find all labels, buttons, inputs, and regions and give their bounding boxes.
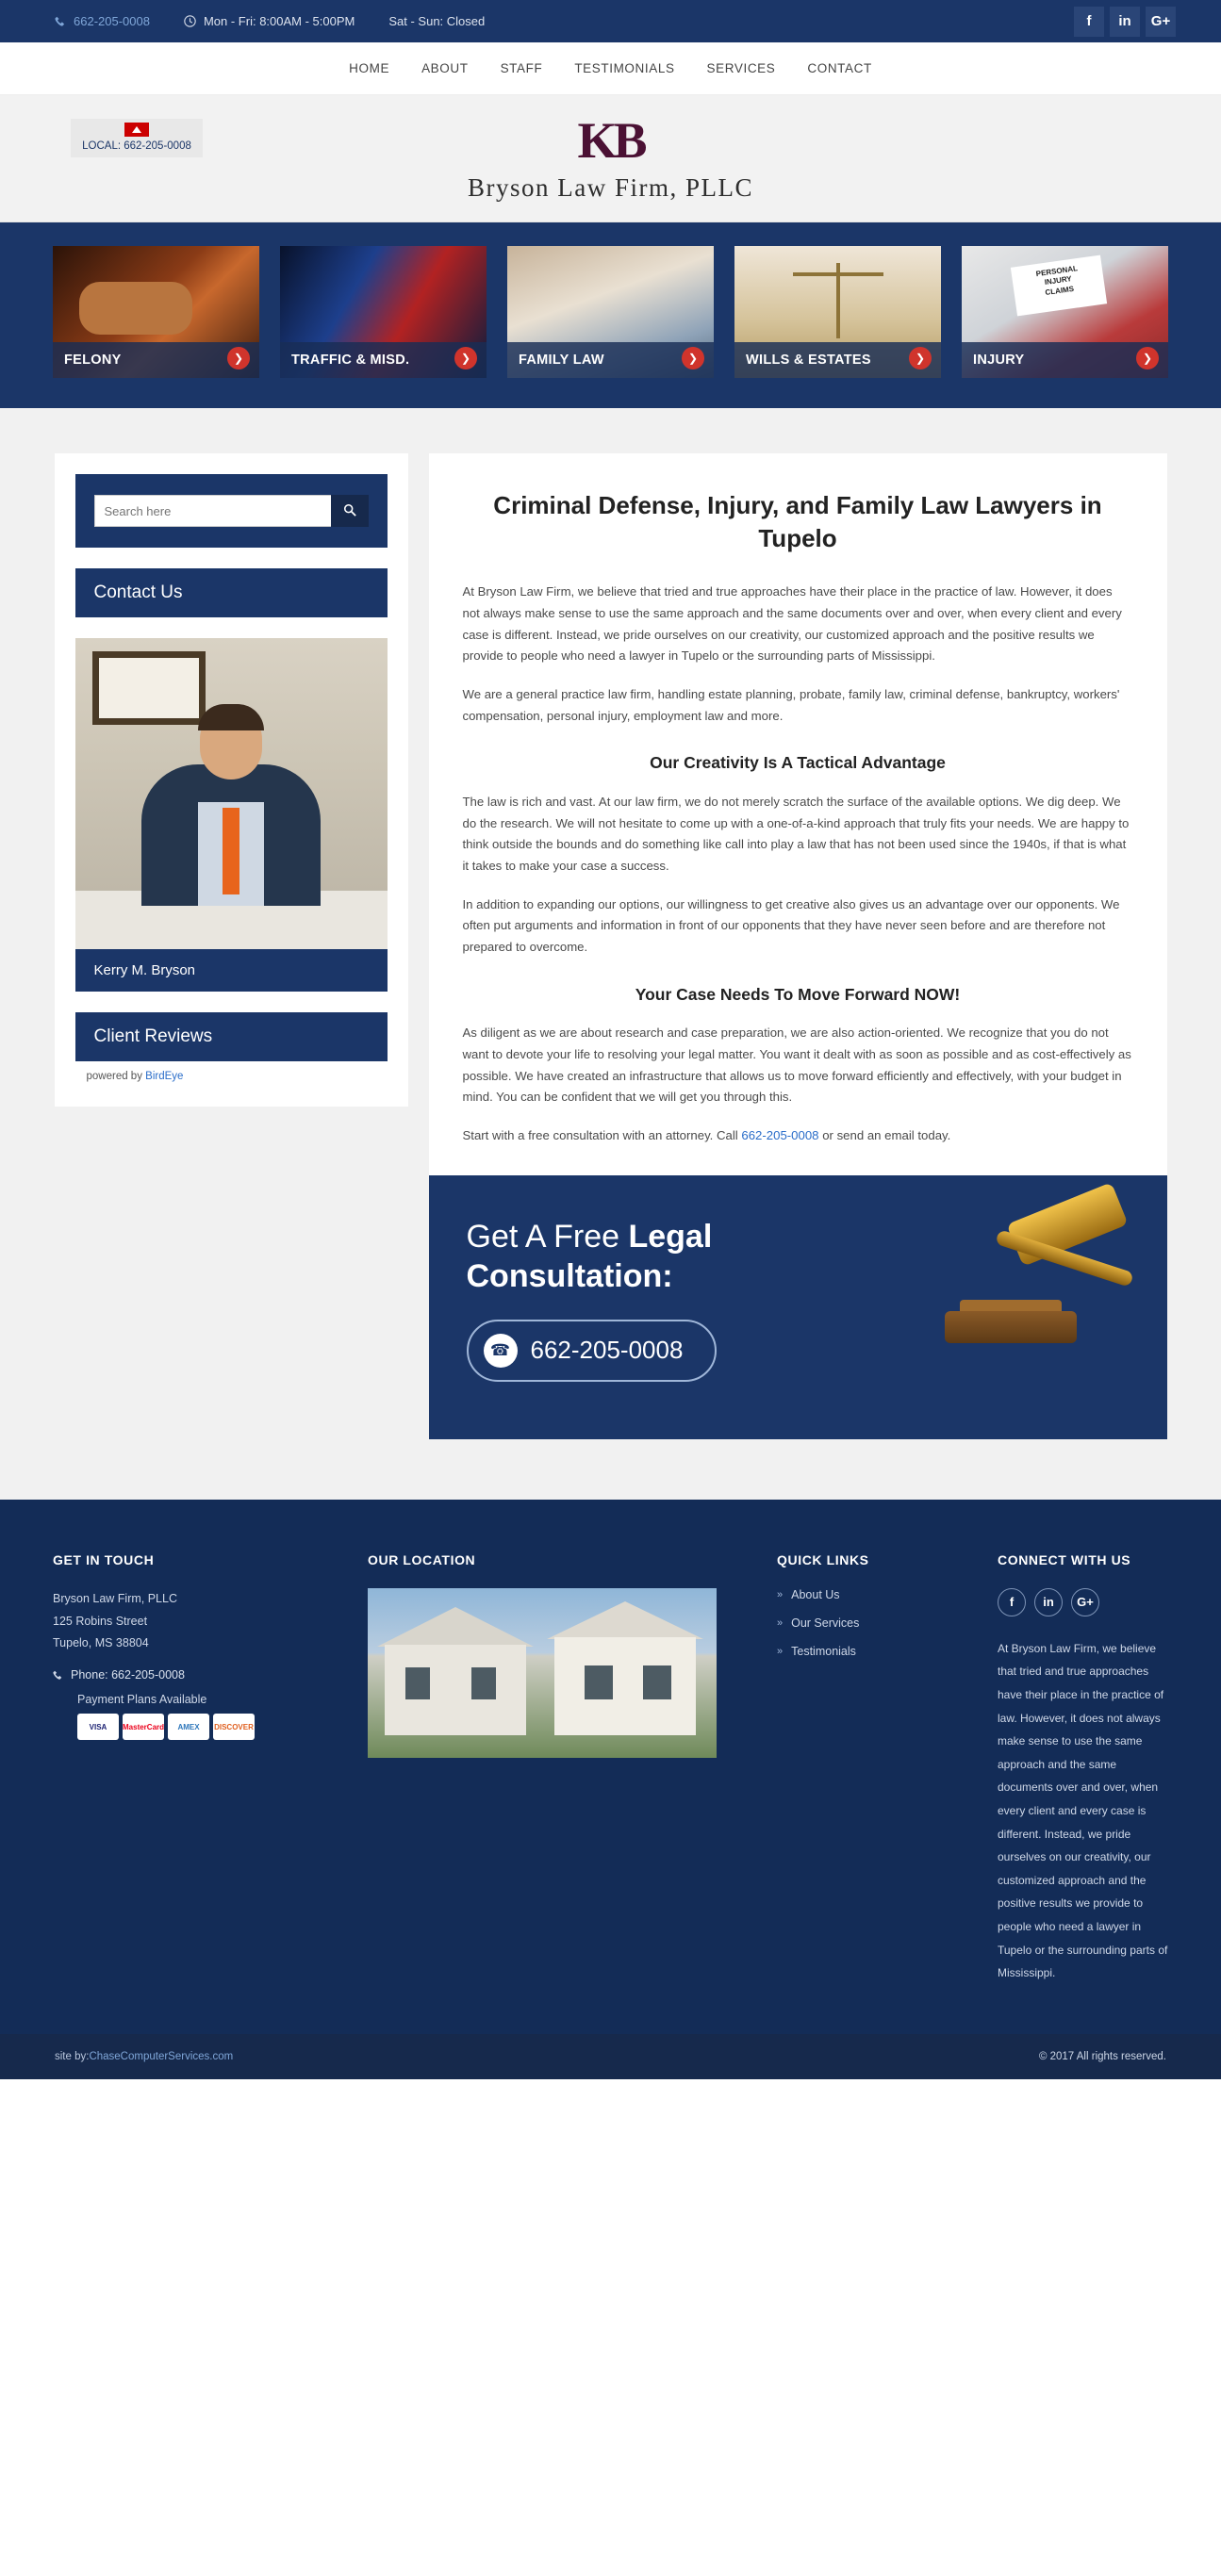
sidebar-heading-contact: Contact Us <box>75 568 388 617</box>
powered-by-label: powered by <box>86 1071 146 1082</box>
local-phone-badge[interactable] <box>71 119 203 157</box>
logo-monogram: KB <box>577 111 644 169</box>
chevron-right-icon[interactable]: ❯ <box>909 347 932 369</box>
footer-connect <box>998 1552 1168 1985</box>
nav-item-services[interactable]: SERVICES <box>706 61 776 75</box>
consultation-text-after: or send an email today. <box>818 1128 951 1143</box>
footer-link-about[interactable] <box>777 1588 965 1601</box>
phone-icon <box>55 16 66 27</box>
footer-phone-label: Phone: 662-205-0008 <box>71 1668 185 1682</box>
linkedin-icon[interactable]: in <box>1110 7 1140 37</box>
content-columns <box>55 453 1167 1439</box>
body-wrapper <box>0 408 1221 1500</box>
top-phone-link[interactable]: 662-205-0008 <box>74 14 150 28</box>
local-phone-label: LOCAL: 662-205-0008 <box>82 140 191 152</box>
copyright-text: © 2017 All rights reserved. <box>1038 2050 1166 2062</box>
gavel-illustration <box>932 1196 1130 1347</box>
nav-item-staff[interactable]: STAFF <box>500 61 543 75</box>
site-footer <box>0 1500 1221 2034</box>
logo-firm-name: Bryson Law Firm, PLLC <box>467 172 753 202</box>
practice-card-label: FELONY <box>53 342 259 378</box>
office-photo <box>368 1588 717 1758</box>
hours-weekday: Mon - Fri: 8:00AM - 5:00PM <box>203 14 355 28</box>
attorney-card <box>75 638 388 992</box>
nav-item-testimonials[interactable]: TESTIMONIALS <box>574 61 675 75</box>
footer-phone[interactable] <box>53 1668 336 1682</box>
footer-bottom-bar <box>0 2034 1221 2079</box>
sidebar <box>55 453 408 1107</box>
nav-item-home[interactable]: HOME <box>349 61 390 75</box>
footer-payment-note: Payment Plans Available <box>77 1693 207 1707</box>
footer-our-location <box>368 1552 745 1985</box>
footer-link-label: Testimonials <box>791 1644 856 1658</box>
cta-heading <box>467 1217 882 1297</box>
practice-area-strip <box>0 222 1221 408</box>
facebook-icon[interactable]: f <box>1074 7 1104 37</box>
creativity-paragraph-2: In addition to expanding our options, our willingness to get creative also gives us an advantage over our opponents. We often put arguments and information in front of our opponents that they have never seen before and are therefore not prepared to overcome. <box>462 896 1120 955</box>
footer-social-links <box>998 1588 1168 1616</box>
footer-link-services[interactable] <box>777 1616 965 1630</box>
footer-quick-links <box>777 1552 965 1985</box>
practice-card-label: WILLS & ESTATES <box>734 342 941 378</box>
injury-thumbnail: PERSONAL INJURY CLAIMS <box>962 246 1168 378</box>
cta-heading-bold: Legal Consultation: <box>466 1218 713 1295</box>
cta-phone-button[interactable] <box>467 1320 718 1382</box>
section-heading-creativity: Our Creativity Is A Tactical Advantage <box>650 753 946 773</box>
consultation-paragraph <box>463 1125 1133 1147</box>
section-heading-move-forward: Your Case Needs To Move Forward NOW! <box>635 984 961 1004</box>
chevron-right-icon[interactable]: ❯ <box>227 347 250 369</box>
consultation-text-before: Start with a free consultation with an attorney. Call <box>462 1128 742 1143</box>
consultation-phone-link[interactable]: 662-205-0008 <box>741 1128 819 1143</box>
chevron-right-icon[interactable]: ❯ <box>454 347 477 369</box>
footer-firm-name: Bryson Law Firm, PLLC <box>53 1591 177 1605</box>
site-by-link[interactable]: ChaseComputerServices.com <box>89 2050 234 2062</box>
search-widget <box>75 474 388 548</box>
nav-item-about[interactable]: ABOUT <box>421 61 469 75</box>
practice-card-label: FAMILY LAW <box>507 342 714 378</box>
page-title: Criminal Defense, Injury, and Family Law Lawyers in Tupelo <box>493 491 1102 553</box>
footer-street: 125 Robins Street <box>53 1614 148 1628</box>
footer-heading-touch: GET IN TOUCH <box>53 1551 155 1567</box>
discover-icon: DISCOVER <box>213 1714 255 1740</box>
nav-item-contact[interactable]: CONTACT <box>807 61 872 75</box>
chevron-right-icon: » <box>777 1645 784 1657</box>
flag-icon <box>124 123 149 137</box>
footer-link-label: About Us <box>791 1587 840 1601</box>
footer-heading-location: OUR LOCATION <box>368 1551 476 1567</box>
logo-band <box>0 95 1221 222</box>
attorney-photo <box>75 638 388 949</box>
chevron-right-icon[interactable]: ❯ <box>682 347 704 369</box>
main-content <box>429 453 1167 1439</box>
chevron-right-icon: » <box>777 1616 784 1629</box>
practice-card-injury[interactable] <box>962 246 1168 378</box>
site-by-label: site by: <box>55 2050 90 2062</box>
cta-phone-number: 662-205-0008 <box>530 1336 684 1365</box>
phone-icon <box>53 1670 63 1681</box>
top-hours <box>184 14 355 28</box>
footer-heading-links: QUICK LINKS <box>777 1551 869 1567</box>
amex-icon: AMEX <box>168 1714 209 1740</box>
footer-heading-connect: CONNECT WITH US <box>998 1551 1131 1567</box>
footer-city-state: Tupelo, MS 38804 <box>53 1636 149 1650</box>
practice-card-family[interactable] <box>507 246 714 378</box>
cta-heading-light: Get A Free <box>466 1218 629 1255</box>
visa-icon: VISA <box>77 1714 119 1740</box>
clock-icon <box>184 15 196 27</box>
google-plus-icon[interactable]: G+ <box>1146 7 1176 37</box>
footer-link-testimonials[interactable] <box>777 1645 965 1658</box>
google-plus-icon[interactable]: G+ <box>1071 1588 1099 1616</box>
top-social-links <box>1074 7 1176 37</box>
phone-icon: ☎ <box>484 1334 518 1368</box>
attorney-name: Kerry M. Bryson <box>75 949 388 992</box>
creativity-paragraph-1: The law is rich and vast. At our law firm, we do not merely scratch the surface of the available options. We dig deep. We do the research. We will not hesitate to come up with a one-of-a-kind approach that truly fits your needs. We are happy to think outside the bounds and do something like call into play a law that has not been used since the 1940s, if that is what it takes to make your case a success. <box>462 794 1130 874</box>
move-forward-paragraph: As diligent as we are about research and case preparation, we are also action-oriented. We recognize that you do not want to devote your life to resolving your legal matter. You want it dealt with as soon as possible and as cost-effectively as possible. We have created an infrastructure that allows us to move forward efficiently and effectively, with your budget in mind. You can be confident that we will get you through this. <box>462 1025 1131 1105</box>
footer-about-text: At Bryson Law Firm, we believe that tried and true approaches have their place in the practice of law. However, it does not always make sense to use the same approach and the same documents over and over, when every client and every case is different. Instead, we pride ourselves on our creativity, our customized approach and the positive results we provide to people who need a lawyer in Tupelo or the surrounding parts of Mississippi. <box>998 1641 1168 1980</box>
birdeye-link[interactable]: BirdEye <box>145 1071 184 1082</box>
reviews-powered-by <box>75 1061 388 1086</box>
practice-card-wills[interactable] <box>734 246 941 378</box>
search-icon <box>343 503 356 517</box>
top-hours-weekend: Sat - Sun: Closed <box>388 14 486 28</box>
linkedin-icon[interactable]: in <box>1034 1588 1063 1616</box>
footer-link-label: Our Services <box>791 1616 860 1630</box>
intro-paragraph-2: We are a general practice law firm, handling estate planning, probate, family law, criminal defense, bankruptcy, workers' compensation, personal injury, employment law and more. <box>462 687 1120 723</box>
mastercard-icon: MasterCard <box>123 1714 164 1740</box>
search-input[interactable] <box>94 495 331 527</box>
search-button[interactable] <box>331 495 369 527</box>
practice-card-felony[interactable] <box>53 246 259 378</box>
cta-banner <box>429 1175 1167 1439</box>
chevron-right-icon[interactable]: ❯ <box>1136 347 1159 369</box>
chevron-right-icon: » <box>777 1588 784 1600</box>
sidebar-heading-reviews: Client Reviews <box>75 1012 388 1061</box>
top-utility-bar <box>0 0 1221 42</box>
facebook-icon[interactable]: f <box>998 1588 1026 1616</box>
payment-card-icons <box>77 1714 336 1740</box>
main-navigation <box>0 42 1221 95</box>
top-phone[interactable] <box>55 14 150 28</box>
intro-paragraph-1: At Bryson Law Firm, we believe that tried and true approaches have their place in the practice of law. However, it does not always make sense to use the same approach and the same documents over and over, when every client and every case is different. Instead, we pride ourselves on our creativity, our customized approach and the positive results we provide to people who need a lawyer in Tupelo or the surrounding parts of Mississippi. <box>462 584 1122 664</box>
footer-get-in-touch <box>53 1552 336 1985</box>
practice-card-label: INJURY <box>962 342 1168 378</box>
practice-card-label: TRAFFIC & MISD. <box>280 342 487 378</box>
practice-card-traffic[interactable] <box>280 246 487 378</box>
